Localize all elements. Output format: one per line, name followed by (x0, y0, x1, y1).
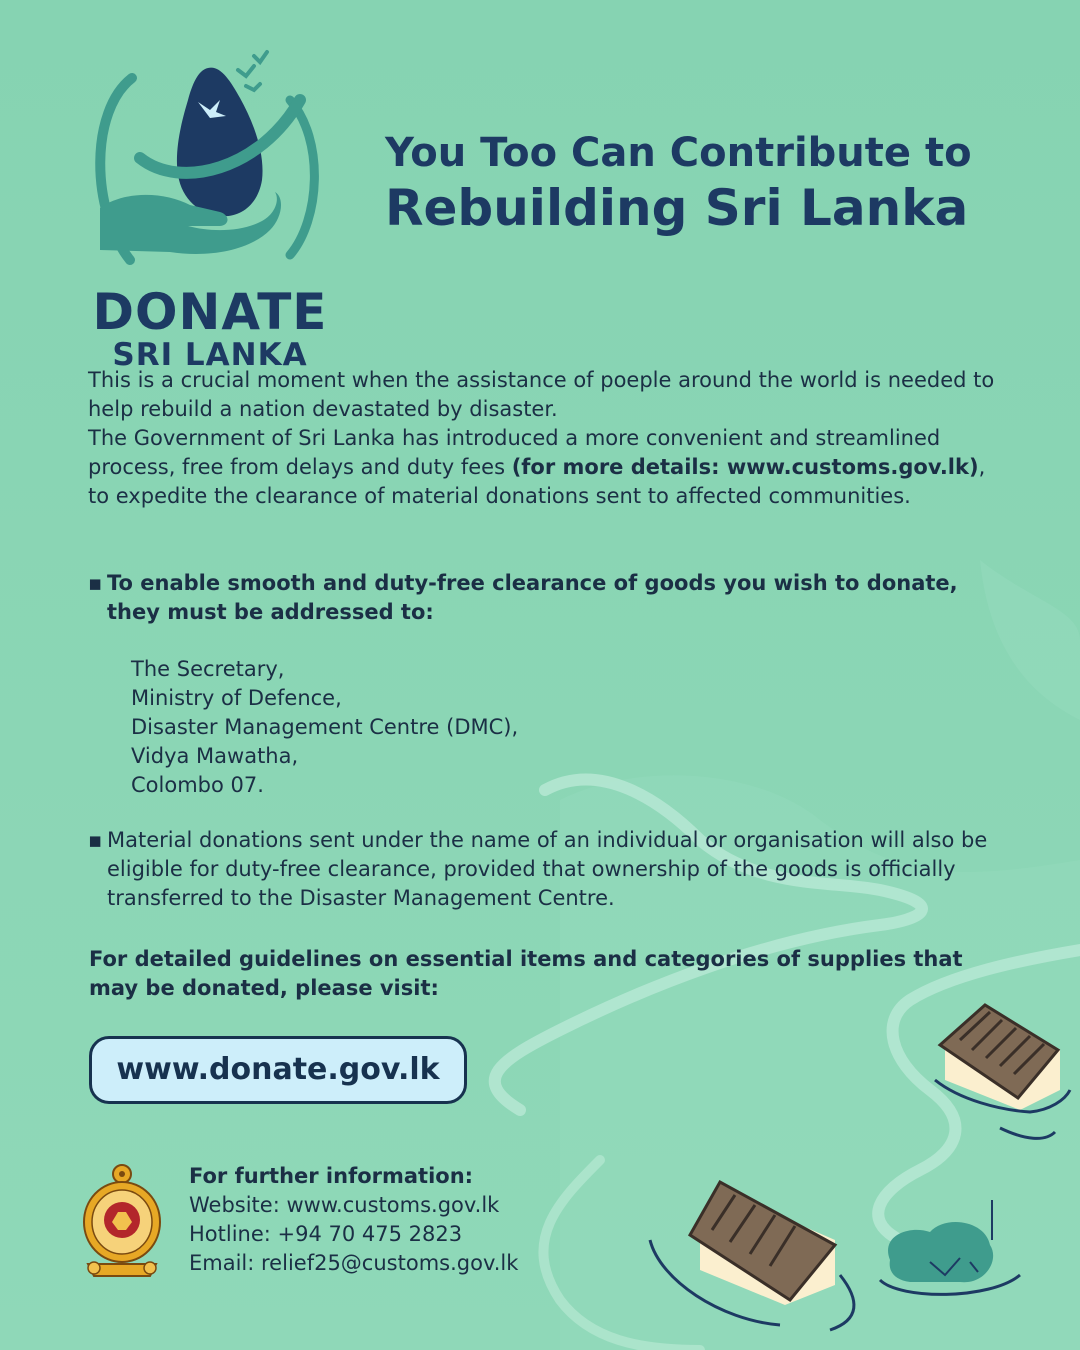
globe-hand-logo-icon (70, 40, 350, 290)
guidelines-text: For detailed guidelines on essential items and categories of supplies that may be donated, please visit: (89, 947, 963, 1000)
info-email[interactable]: Email: relief25@customs.gov.lk (189, 1251, 519, 1275)
info-heading: For further information: (189, 1164, 474, 1188)
bullet-text: To enable smooth and duty-free clearance of goods you wish to donate, they must be addressed to: (107, 571, 958, 624)
intro-p2-bold-link: (for more details: www.customs.gov.lk) (511, 455, 979, 479)
contact-info (189, 1162, 709, 1278)
headline (385, 128, 1025, 238)
bullet-marker: ▪ (88, 828, 103, 852)
intro-paragraph-2 (88, 424, 1008, 511)
donate-website-link[interactable]: www.donate.gov.lk (89, 1036, 467, 1104)
bullet-item (88, 826, 988, 913)
info-hotline[interactable]: Hotline: +94 70 475 2823 (189, 1222, 463, 1246)
headline-line2: Rebuilding Sri Lanka (385, 179, 969, 237)
address-line: Disaster Management Centre (DMC), (131, 715, 519, 739)
national-emblem-icon (80, 1160, 164, 1282)
logo-title: DONATE (92, 283, 328, 341)
intro-paragraph-1: This is a crucial moment when the assistance of poeple around the world is needed to help rebuild a nation devastated by disaster. (88, 368, 995, 421)
address-line: Vidya Mawatha, (131, 744, 299, 768)
intro-p2-start: The Government of Sri Lanka has introduced a more convenient and streamlined process, free from delays and duty fees (88, 426, 941, 479)
bullet-item (88, 569, 988, 627)
address-line: Colombo 07. (131, 773, 264, 797)
intro-text (88, 366, 1008, 511)
logo-subtitle: SRI LANKA (112, 337, 308, 373)
address-line: Ministry of Defence, (131, 686, 342, 710)
intro-p2-end: , to expedite the clearance of material donations sent to affected communities. (88, 455, 986, 508)
info-website[interactable]: Website: www.customs.gov.lk (189, 1193, 500, 1217)
bullet-text: Material donations sent under the name of an individual or organisation will also be eligible for duty-free clearance, provided that ownership of the goods is officially transferred to the Disaster Management Centre. (107, 828, 988, 910)
mailing-address (131, 655, 731, 800)
bullet-marker: ▪ (88, 571, 103, 595)
donate-sri-lanka-logo (70, 40, 350, 373)
headline-line1: You Too Can Contribute to (385, 130, 972, 176)
address-line: The Secretary, (131, 657, 285, 681)
